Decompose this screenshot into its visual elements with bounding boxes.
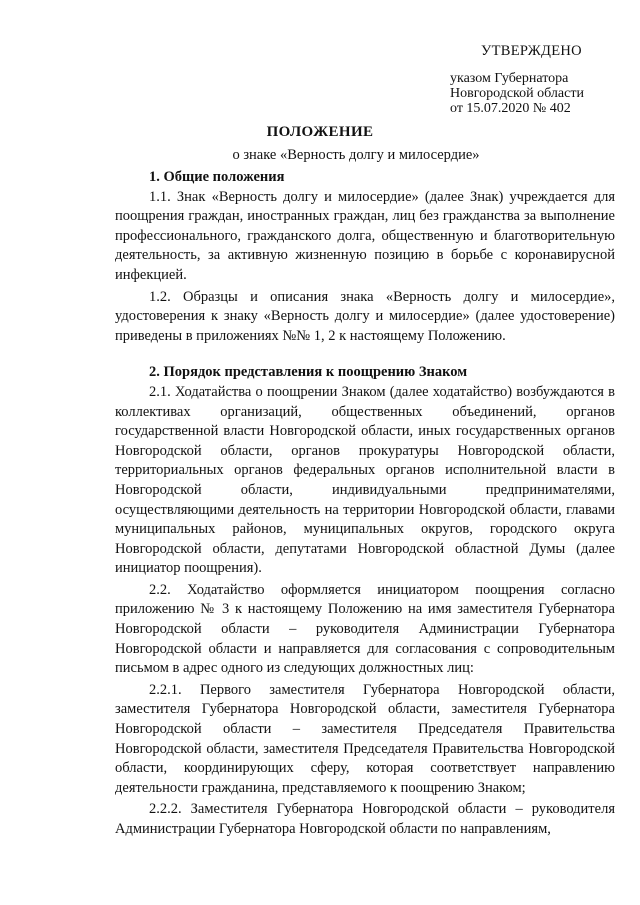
paragraph-1-1: 1.1. Знак «Верность долгу и милосердие» (далее Знак) учреждается для поощрения граждан, иностранных граждан, лиц без гражданства за выполнение профессионального, гражданского долга, общественную и благотворительную деятельность, за активную жизненную позицию в борьбе с коронавирусной инфекцией. (115, 188, 615, 283)
paragraph-1-2: 1.2. Образцы и описания знака «Верность долгу и милосердие», удостоверения к знаку «Верность долгу и милосердие» (далее удостоверение) приведены в приложениях №№ 1, 2 к настоящему Положению. (115, 288, 615, 344)
document-title: ПОЛОЖЕНИЕ (266, 124, 374, 140)
section-1-heading: 1. Общие положения (149, 169, 285, 185)
approval-line-decree: указом Губернатора (450, 71, 569, 86)
document-body (115, 168, 615, 840)
approval-line-region: Новгородской области (450, 86, 584, 101)
document-subtitle: о знаке «Верность долгу и милосердие» (232, 147, 480, 163)
approval-title: УТВЕРЖДЕНО (481, 43, 582, 59)
paragraph-2-1: 2.1. Ходатайства о поощрении Знаком (далее ходатайство) возбуждаются в коллективах организаций, общественных объединений, органов государственной власти Новгородской области, иных государственных органов Новгородской области, органов прокуратуры Новгородской области, территориальных органов федеральных органов исполнительной власти в Новгородской области, индивидуальными предпринимателями, осуществляющими деятельность на территории Новгородской области, главами муниципальных районов, муниципальных округов, городского округа Новгородской области, депутатами Новгородской областной Думы (далее инициатор поощрения). (115, 383, 615, 577)
approval-stamp (450, 44, 584, 116)
approval-line-date: от 15.07.2020 № 402 (450, 101, 571, 116)
section-2-heading: 2. Порядок представления к поощрению Знаком (149, 364, 468, 381)
paragraph-2-2-2: 2.2.2. Заместителя Губернатора Новгородской области – руководителя Администрации Губернатора Новгородской области по направлениям, (115, 801, 615, 837)
paragraph-2-2-1: 2.2.1. Первого заместителя Губернатора Новгородской области, заместителя Губернатора Новгородской области, заместителя Губернатора Новгородской области – заместителя Председателя Правительства Новгородской области, заместителя Председателя Правительства Новгородской области, координирующих сферу, которая соответствует направлению деятельности гражданина, представляемого к поощрению Знаком; (115, 681, 615, 796)
paragraph-2-2: 2.2. Ходатайство оформляется инициатором поощрения согласно приложению № 3 к настоящему Положению на имя заместителя Губернатора Новгородской области – руководителя Администрации Губернатора Новгородской области и направляется для согласования с сопроводительным письмом в адрес одного из следующих должностных лиц: (115, 581, 615, 677)
